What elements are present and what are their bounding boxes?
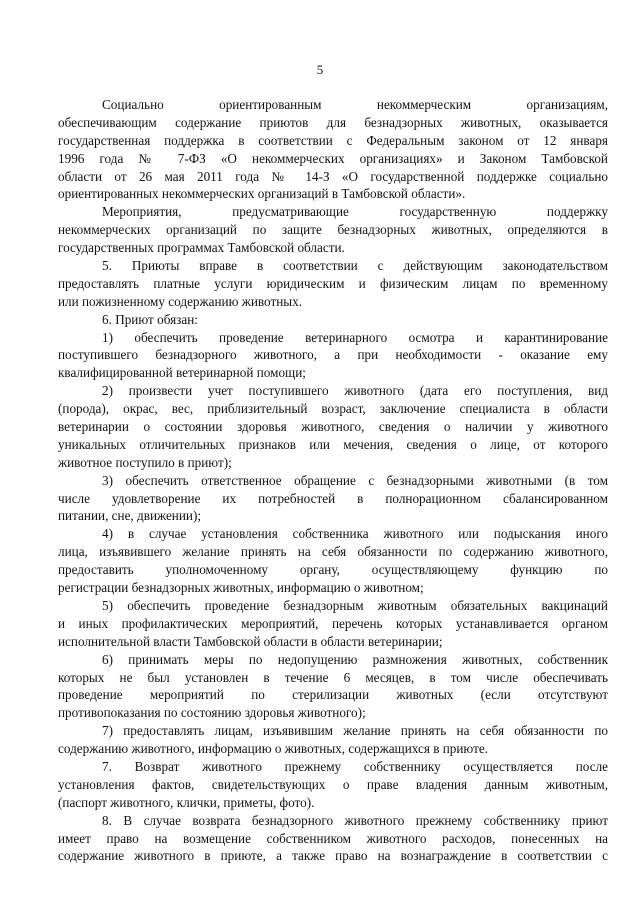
text-line: Социально ориентированным некоммерческим организациям, bbox=[102, 97, 608, 112]
text-line: области от 26 мая 2011 года № 14-З «О государственной поддержке социально bbox=[58, 168, 608, 184]
text-line: содержание животного в приюте, а также право на вознаграждение в соответствии с bbox=[58, 848, 608, 864]
text-line: уникальных отличительных признаков или мечения, сведения о лице, от которого bbox=[58, 436, 608, 452]
text-line: (паспорт животного, клички, приметы, фото). bbox=[58, 794, 315, 810]
text-line: и иных профилактических мероприятий, перечень которых устанавливается органом bbox=[58, 615, 608, 631]
page-number: 5 bbox=[316, 62, 324, 77]
text-line: установления фактов, свидетельствующих о праве владения данным животным, bbox=[58, 776, 608, 792]
text-line: 1996 года № 7-ФЗ «О некоммерческих организациях» и Законом Тамбовской bbox=[58, 150, 608, 166]
text-line: 5. Приюты вправе в соответствии с действующим законодательством bbox=[102, 258, 608, 274]
text-line: обеспечивающим содержание приютов для безнадзорных животных, оказывается bbox=[58, 114, 608, 130]
text-line: 6. Приют обязан: bbox=[102, 311, 198, 327]
text-line: 4) в случае установления собственника животного или подыскания иного bbox=[102, 526, 608, 542]
text-line: 2) произвести учет поступившего животного (дата его поступления, вид bbox=[102, 383, 608, 399]
text-line: 7) предоставлять лицам, изъявившим желание принять на себя обязанности по bbox=[102, 723, 608, 739]
text-line: регистрации безнадзорных животных, информацию о животном; bbox=[58, 580, 424, 596]
text-line: проведение мероприятий по стерилизации животных (если отсутствуют bbox=[58, 687, 608, 703]
text-line: государственная поддержка в соответствии с Федеральным законом от 12 января bbox=[58, 132, 608, 148]
text-line: 3) обеспечить ответственное обращение с безнадзорными животными (в том bbox=[102, 472, 608, 488]
text-line: содержанию животного, информацию о животных, содержащихся в приюте. bbox=[58, 741, 489, 757]
text-line: питании, сне, движении); bbox=[58, 508, 202, 524]
document-body bbox=[58, 96, 608, 865]
text-line: поступившего безнадзорного животного, а при необходимости - оказание ему bbox=[58, 347, 608, 363]
text-line: Мероприятия, предусматривающие государственную поддержку bbox=[102, 204, 608, 220]
text-line: 1) обеспечить проведение ветеринарного осмотра и карантинирование bbox=[102, 329, 608, 345]
text-line: имеет право на возмещение собственником животного расходов, понесенных на bbox=[58, 830, 608, 846]
text-line: лица, изъявившего желание принять на себя обязанности по содержанию животного, bbox=[58, 544, 608, 560]
text-line: 6) принимать меры по недопущению размножения животных, собственник bbox=[102, 651, 608, 667]
text-line: ветеринарии о состоянии здоровья животного, сведения о наличии у животного bbox=[58, 419, 608, 435]
text-line: противопоказания по состоянию здоровья животного); bbox=[58, 705, 366, 721]
text-line: некоммерческих организаций по защите безнадзорных животных, определяются в bbox=[58, 222, 608, 238]
text-line: квалифицированной ветеринарной помощи; bbox=[58, 365, 306, 381]
text-line: животное поступило в приют); bbox=[58, 454, 232, 470]
text-line: которых не был установлен в течение 6 месяцев, в том числе обеспечивать bbox=[58, 669, 608, 685]
text-line: исполнительной власти Тамбовской области в области ветеринарии; bbox=[58, 633, 443, 649]
text-line: предоставить уполномоченному органу, осуществляющему функцию по bbox=[58, 562, 608, 578]
text-line: или пожизненному содержанию животных. bbox=[58, 293, 303, 309]
text-line: числе удовлетворение их потребностей в полнорационном сбалансированном bbox=[58, 490, 608, 506]
text-line: государственных программах Тамбовской области. bbox=[58, 240, 345, 256]
text-line: (порода), окрас, вес, приблизительный возраст, заключение специалиста в области bbox=[58, 401, 608, 417]
text-line: 5) обеспечить проведение безнадзорным животным обязательных вакцинаций bbox=[102, 597, 608, 613]
text-line: ориентированных некоммерческих организаций в Тамбовской области». bbox=[58, 186, 466, 202]
text-line: 7. Возврат животного прежнему собственнику осуществляется после bbox=[102, 758, 608, 774]
text-line: предоставлять платные услуги юридическим и физическим лицам по временному bbox=[58, 275, 608, 291]
text-line: 8. В случае возврата безнадзорного животного прежнему собственнику приют bbox=[102, 812, 608, 828]
